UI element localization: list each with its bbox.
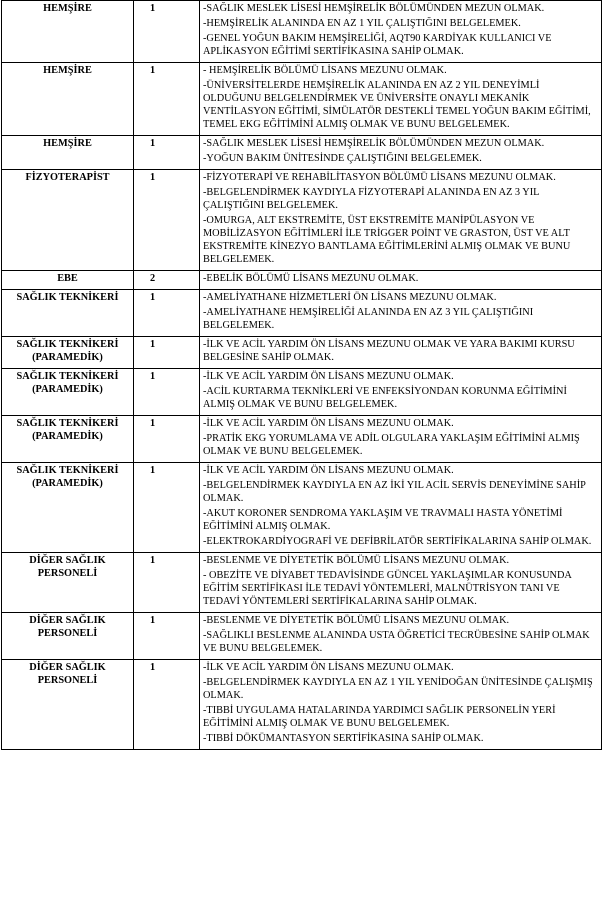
position-count: 1 [134,290,200,337]
requirement-item: -ÜNİVERSİTELERDE HEMŞİRELİK ALANINDA EN AZ 2 YIL DENEYİMLİ OLDUĞUNU BELGELENDİRMEK VE ÜNİVERSİTE ONAYLI MEKANİK VENTİLASYON EĞİTİMİ, SİMÜLATÖR DESTEKLİ TEMEL YOĞUN BAKIM EĞİTİMİ, TEMEL EKG EĞİTİMİNİ ALMIŞ OLMAK VE BUNU BELGELEMEK. [203,80,591,130]
table-row [2,463,602,553]
table-row [2,290,602,337]
position-count: 1 [134,416,200,463]
requirements-cell [200,136,602,170]
position-count: 1 [134,553,200,613]
requirement-item: -İLK VE ACİL YARDIM ÖN LİSANS MEZUNU OLMAK VE YARA BAKIMI KURSU BELGESİNE SAHİP OLMAK. [203,339,575,363]
requirement-item: -İLK VE ACİL YARDIM ÖN LİSANS MEZUNU OLMAK. [203,465,454,476]
requirement-item: -BELGELENDİRMEK KAYDIYLA FİZYOTERAPİ ALANINDA EN AZ 3 YIL ÇALIŞTIĞINI BELGELEMEK. [203,187,540,211]
requirement-item: -SAĞLIKLI BESLENME ALANINDA USTA ÖĞRETİCİ TECRÜBESİNE SAHİP OLMAK VE BUNU BELGELEMEK. [203,630,590,654]
table-body [2,1,602,750]
position-count: 2 [134,271,200,290]
position-title-cell [2,290,134,337]
requirements-cell [200,416,602,463]
table-row [2,660,602,750]
position-count: 1 [134,463,200,553]
position-title: SAĞLIK TEKNİKERİ (PARAMEDİK) [16,465,119,489]
position-count: 1 [134,63,200,136]
position-title: DİĞER SAĞLIK PERSONELİ [29,615,106,639]
requirement-item: -ACİL KURTARMA TEKNİKLERİ VE ENFEKSİYONDAN KORUNMA EĞİTİMİNİ ALMIŞ OLMAK VE BUNU BELGELEMEK. [203,386,567,410]
position-title: SAĞLIK TEKNİKERİ [16,292,119,303]
position-title: EBE [57,273,78,284]
requirement-item: - OBEZİTE VE DİYABET TEDAVİSİNDE GÜNCEL YAKLAŞIMLAR KONUSUNDA EĞİTİM SERTİFİKASI İLE TEDAVİ YÖNTEMLERİ, MALNÜTRİSYON TANI VE TEDAVİ YÖNTEMLERİ SERTİFİKALARINA SAHİP OLMAK. [203,570,572,607]
position-title: SAĞLIK TEKNİKERİ (PARAMEDİK) [16,339,119,363]
requirement-item: -SAĞLIK MESLEK LİSESİ HEMŞİRELİK BÖLÜMÜNDEN MEZUN OLMAK. [203,138,545,149]
table-row [2,136,602,170]
table-row [2,416,602,463]
position-title-cell [2,660,134,750]
requirements-cell [200,369,602,416]
position-title-cell [2,271,134,290]
table-row [2,369,602,416]
staff-requirements-table [1,0,602,750]
table-row [2,613,602,660]
position-title-cell [2,416,134,463]
requirement-item: -AKUT KORONER SENDROMA YAKLAŞIM VE TRAVMALI HASTA YÖNETİMİ EĞİTİMİNİ ALMIŞ OLMAK. [203,508,563,532]
requirement-item: -TIBBİ DÖKÜMANTASYON SERTİFİKASINA SAHİP OLMAK. [203,733,484,744]
requirement-item: -SAĞLIK MESLEK LİSESİ HEMŞİRELİK BÖLÜMÜNDEN MEZUN OLMAK. [203,3,545,14]
requirement-item: -BELGELENDİRMEK KAYDIYLA EN AZ 1 YIL YENİDOĞAN ÜNİTESİNDE ÇALIŞMIŞ OLMAK. [203,677,593,701]
position-title-cell [2,463,134,553]
position-count: 1 [134,613,200,660]
position-title: DİĞER SAĞLIK PERSONELİ [29,662,106,686]
requirement-item: -İLK VE ACİL YARDIM ÖN LİSANS MEZUNU OLMAK. [203,418,454,429]
requirements-cell [200,1,602,63]
requirement-item: -BESLENME VE DİYETETİK BÖLÜMÜ LİSANS MEZUNU OLMAK. [203,615,510,626]
requirements-cell [200,63,602,136]
table-row [2,553,602,613]
position-title: SAĞLIK TEKNİKERİ (PARAMEDİK) [16,418,119,442]
position-title-cell [2,1,134,63]
requirements-cell [200,337,602,369]
requirement-item: -EBELİK BÖLÜMÜ LİSANS MEZUNU OLMAK. [203,273,419,284]
position-title-cell [2,369,134,416]
requirement-item: -GENEL YOĞUN BAKIM HEMŞİRELİĞİ, AQT90 KARDİYAK KULLANICI VE APLİKASYON EĞİTİMİ SERTİFİKASINA SAHİP OLMAK. [203,33,552,57]
requirement-item: -YOĞUN BAKIM ÜNİTESİNDE ÇALIŞTIĞINI BELGELEMEK. [203,153,482,164]
requirement-item: -İLK VE ACİL YARDIM ÖN LİSANS MEZUNU OLMAK. [203,371,454,382]
position-count: 1 [134,369,200,416]
position-title: HEMŞİRE [43,3,92,14]
requirement-item: - HEMŞİRELİK BÖLÜMÜ LİSANS MEZUNU OLMAK. [203,65,447,76]
requirements-cell [200,553,602,613]
position-count: 1 [134,1,200,63]
requirement-item: -PRATİK EKG YORUMLAMA VE ADİL OLGULARA YAKLAŞIM EĞİTİMİNİ ALMIŞ OLMAK VE BUNU BELGELEMEK. [203,433,580,457]
position-title: FİZYOTERAPİST [25,172,110,183]
table-row [2,63,602,136]
position-count: 1 [134,136,200,170]
requirement-item: -TIBBİ UYGULAMA HATALARINDA YARDIMCI SAĞLIK PERSONELİN YERİ EĞİTİMİNİ ALMIŞ OLMAK VE BUNU BELGELEMEK. [203,705,556,729]
table-row [2,271,602,290]
position-title-cell [2,136,134,170]
requirement-item: -BESLENME VE DİYETETİK BÖLÜMÜ LİSANS MEZUNU OLMAK. [203,555,510,566]
requirement-item: -İLK VE ACİL YARDIM ÖN LİSANS MEZUNU OLMAK. [203,662,454,673]
position-title-cell [2,63,134,136]
position-title: HEMŞİRE [43,65,92,76]
position-title: HEMŞİRE [43,138,92,149]
requirement-item: -AMELİYATHANE HİZMETLERİ ÖN LİSANS MEZUNU OLMAK. [203,292,497,303]
position-title: DİĞER SAĞLIK PERSONELİ [29,555,106,579]
requirement-item: -BELGELENDİRMEK KAYDIYLA EN AZ İKİ YIL ACİL SERVİS DENEYİMİNE SAHİP OLMAK. [203,480,586,504]
requirement-item: -HEMŞİRELİK ALANINDA EN AZ 1 YIL ÇALIŞTIĞINI BELGELEMEK. [203,18,521,29]
position-title: SAĞLIK TEKNİKERİ (PARAMEDİK) [16,371,119,395]
requirements-cell [200,613,602,660]
table-row [2,1,602,63]
requirements-cell [200,170,602,271]
position-count: 1 [134,337,200,369]
position-title-cell [2,337,134,369]
requirements-cell [200,660,602,750]
position-title-cell [2,170,134,271]
requirement-item: -FİZYOTERAPİ VE REHABİLİTASYON BÖLÜMÜ LİSANS MEZUNU OLMAK. [203,172,556,183]
requirement-item: -OMURGA, ALT EKSTREMİTE, ÜST EKSTREMİTE MANİPÜLASYON VE MOBİLİZASYON EĞİTİMLERİ İLE TRİGGER POİNT VE GRASTON, ÜST VE ALT EKSTREMİTE KİNEZYO BANTLAMA EĞİTİMLERİNİ ALMIŞ OLMAK VE BUNU BELGELEMEK. [203,215,571,265]
position-title-cell [2,613,134,660]
requirements-cell [200,463,602,553]
table-row [2,337,602,369]
position-title-cell [2,553,134,613]
requirement-item: -ELEKTROKARDİYOGRAFİ VE DEFİBRİLATÖR SERTİFİKALARINA SAHİP OLMAK. [203,536,592,547]
requirements-cell [200,271,602,290]
requirements-cell [200,290,602,337]
position-count: 1 [134,170,200,271]
requirement-item: -AMELİYATHANE HEMŞİRELİĞİ ALANINDA EN AZ 3 YIL ÇALIŞTIĞINI BELGELEMEK. [203,307,534,331]
table-row [2,170,602,271]
position-count: 1 [134,660,200,750]
